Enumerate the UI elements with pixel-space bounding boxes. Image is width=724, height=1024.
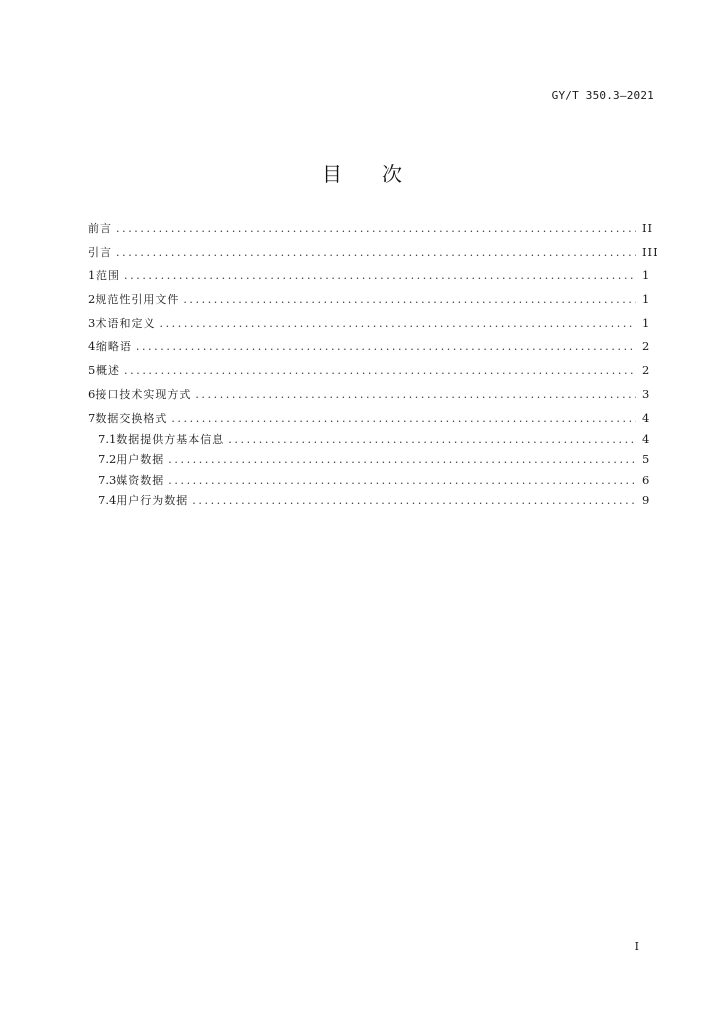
toc-entry-page: 1: [642, 315, 651, 330]
toc-entry-7[interactable]: [88, 410, 650, 434]
toc-entry-page: 1: [642, 292, 651, 307]
toc-entry-label: 用户数据: [116, 453, 165, 467]
title-char-1: 目: [322, 162, 342, 186]
toc-entry-number: 7.4: [98, 493, 117, 508]
toc-entry-7-1[interactable]: [88, 431, 650, 451]
toc-entry-foreword[interactable]: [88, 220, 654, 244]
toc-entry-2[interactable]: [88, 291, 650, 315]
toc-entry-label: 缩略语: [95, 340, 132, 354]
toc-leader-dots: [168, 473, 636, 489]
toc-entry-page: 4: [642, 432, 651, 447]
toc-leader-dots: [116, 221, 636, 237]
toc-leader-dots: [195, 387, 636, 403]
toc-leader-dots: [136, 339, 636, 355]
toc-entry-1[interactable]: [88, 267, 650, 291]
title-char-2: 次: [382, 162, 402, 186]
toc-entry-label: 接口技术实现方式: [95, 387, 192, 401]
toc-entry-page: 9: [642, 493, 651, 508]
toc-entry-label: 引言: [88, 245, 112, 259]
toc-leader-dots: [171, 411, 636, 427]
page-title: [0, 158, 724, 187]
toc-entry-page: 4: [642, 410, 651, 425]
toc-entry-label: 规范性引用文件: [95, 293, 180, 307]
toc-entry-3[interactable]: [88, 315, 650, 339]
toc-leader-dots: [183, 292, 636, 308]
toc-entry-page: 2: [642, 363, 651, 378]
toc-entry-number: 7: [88, 410, 96, 425]
toc-entry-page: 3: [642, 386, 651, 401]
toc-leader-dots: [159, 316, 636, 332]
toc-leader-dots: [192, 493, 636, 509]
toc-entry-4[interactable]: [88, 338, 650, 362]
toc-entry-number: 5: [88, 363, 96, 378]
standard-code: GY/T 350.3—2021: [551, 89, 654, 102]
toc-entry-page: II: [642, 221, 654, 235]
toc-entry-number: 3: [88, 315, 96, 330]
toc-entry-number: 7.2: [98, 452, 117, 467]
toc-entry-label: 概述: [96, 364, 121, 378]
toc-entry-5[interactable]: [88, 362, 650, 386]
toc-entry-label: 数据交换格式: [95, 411, 168, 425]
toc-entry-page: 6: [642, 472, 651, 487]
toc-entry-label: 范围: [96, 269, 121, 283]
toc-entry-label: 用户行为数据: [116, 494, 189, 508]
toc-entry-page: 2: [642, 339, 651, 354]
toc-entry-page: III: [642, 244, 659, 259]
toc-entry-label: 媒资数据: [116, 473, 165, 487]
footer-page-number: I: [634, 940, 639, 953]
table-of-contents: [88, 220, 659, 512]
toc-entry-number: 1: [88, 268, 96, 283]
toc-entry-7-2[interactable]: [88, 451, 650, 471]
toc-entry-introduction[interactable]: [88, 244, 659, 268]
toc-leader-dots: [124, 268, 636, 284]
toc-entry-label: 术语和定义: [95, 316, 156, 330]
toc-entry-page: 5: [642, 452, 651, 467]
toc-entry-number: 6: [88, 386, 96, 401]
toc-entry-7-3[interactable]: [88, 472, 650, 492]
toc-leader-dots: [168, 452, 636, 468]
toc-leader-dots: [228, 432, 636, 448]
toc-entry-number: 7.3: [98, 472, 117, 487]
toc-leader-dots: [124, 363, 636, 379]
toc-entry-label: 数据提供方基本信息: [116, 433, 225, 447]
toc-entry-label: 前言: [88, 222, 112, 235]
toc-leader-dots: [116, 245, 636, 261]
toc-entry-number: 7.1: [98, 432, 117, 447]
toc-entry-number: 2: [88, 292, 96, 307]
toc-entry-6[interactable]: [88, 386, 650, 410]
toc-entry-number: 4: [88, 339, 96, 354]
toc-entry-page: 1: [642, 268, 651, 283]
toc-entry-7-4[interactable]: [88, 492, 650, 512]
